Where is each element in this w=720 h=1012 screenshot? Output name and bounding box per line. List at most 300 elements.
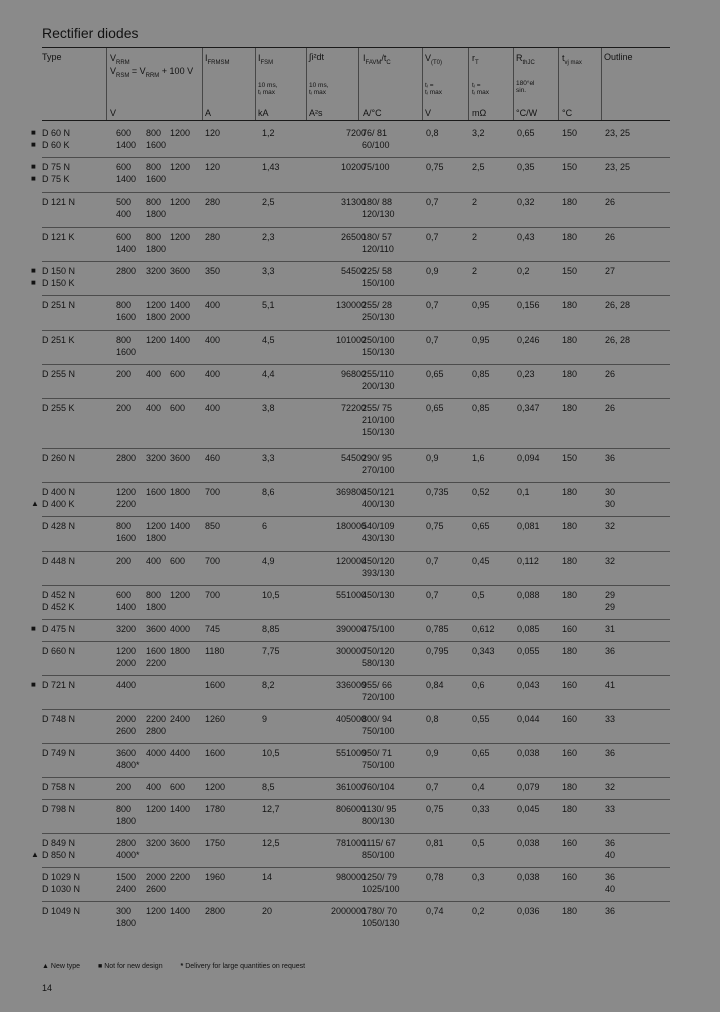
rt-cell: 0,55	[472, 714, 490, 724]
vto-cell: 0,7	[426, 197, 439, 207]
voltage-cell: 2800	[116, 838, 137, 848]
type-cell: D 758 N	[42, 782, 76, 792]
table-row	[0, 231, 720, 261]
vto-cell: 0,8	[426, 128, 439, 138]
ifsm-cell: 2,5	[262, 197, 275, 207]
outline-cell: 30	[605, 487, 616, 497]
ifavm-cell: 75/100	[362, 162, 390, 172]
ifsm-cell: 1,43	[262, 162, 280, 172]
voltage-cell: 4800*	[116, 760, 140, 770]
didt-cell: 806000	[335, 804, 366, 814]
row-rule	[42, 227, 670, 228]
ifsm-cell: 4,9	[262, 556, 275, 566]
ifsm-cell: 2,3	[262, 232, 275, 242]
voltage-cell: 1800	[170, 646, 191, 656]
vto-cell: 0,8	[426, 714, 439, 724]
page-number: 14	[42, 983, 53, 993]
didt-cell: 130000	[335, 300, 366, 310]
ifrmsm-cell: 700	[205, 487, 221, 497]
ifavm-cell: 750/100	[362, 760, 395, 770]
ifrmsm-cell: 280	[205, 197, 221, 207]
didt-cell: 361000	[335, 782, 366, 792]
voltage-cell: 2200	[146, 658, 167, 668]
table-row	[0, 452, 720, 482]
rthjc-cell: 0,35	[517, 162, 535, 172]
voltage-cell: 1200	[146, 906, 167, 916]
column-rule	[202, 47, 203, 120]
type-cell: D 850 N	[42, 850, 76, 860]
rthjc-cell: 0,32	[517, 197, 535, 207]
voltage-cell: 4000	[146, 748, 167, 758]
rt-cell: 0,4	[472, 782, 485, 792]
outline-cell: 40	[605, 884, 616, 894]
rt-cell: 2	[472, 232, 478, 242]
ifsm-cell: 4,5	[262, 335, 275, 345]
ifsm-cell: 6	[262, 521, 268, 531]
tvj-cell: 160	[562, 680, 578, 690]
ifavm-cell: 290/ 95	[362, 453, 393, 463]
square-icon: ■	[31, 162, 36, 171]
outline-cell: 26	[605, 197, 616, 207]
vto-cell: 0,7	[426, 232, 439, 242]
column-rule	[513, 47, 514, 120]
outline-cell: 27	[605, 266, 616, 276]
row-rule	[42, 709, 670, 710]
type-cell: D 121 N	[42, 197, 76, 207]
rt-cell: 2	[472, 266, 478, 276]
table-row	[0, 299, 720, 329]
voltage-cell: 600	[116, 162, 132, 172]
tvj-cell: 150	[562, 162, 578, 172]
voltage-cell: 1600	[146, 140, 167, 150]
type-cell: D 748 N	[42, 714, 76, 724]
ifsm-cell: 9	[262, 714, 268, 724]
triangle-icon: ▲	[31, 499, 39, 508]
unit-rthjc: °C/W	[516, 108, 538, 118]
tvj-cell: 180	[562, 369, 578, 379]
ifsm-cell: 1,2	[262, 128, 275, 138]
type-cell: D 400 N	[42, 487, 76, 497]
voltage-cell: 1200	[170, 197, 191, 207]
voltage-cell: 3200	[116, 624, 137, 634]
voltage-cell: 1600	[146, 174, 167, 184]
voltage-cell: 1400	[116, 140, 137, 150]
ifrmsm-cell: 400	[205, 300, 221, 310]
tvj-cell: 150	[562, 453, 578, 463]
voltage-cell: 200	[116, 403, 132, 413]
square-icon: ■	[31, 128, 36, 137]
rt-cell: 1,6	[472, 453, 485, 463]
voltage-cell: 200	[116, 782, 132, 792]
type-cell: D 75 N	[42, 162, 71, 172]
type-cell: D 428 N	[42, 521, 76, 531]
rthjc-cell: 0,079	[517, 782, 540, 792]
voltage-cell: 2800	[116, 266, 137, 276]
column-rule	[255, 47, 256, 120]
didt-cell: 369800	[335, 487, 366, 497]
ifrmsm-cell: 1960	[205, 872, 226, 882]
ifsm-cell: 5,1	[262, 300, 275, 310]
ifrmsm-cell: 1600	[205, 680, 226, 690]
header-outline: Outline	[604, 52, 633, 62]
rt-cell: 0,65	[472, 521, 490, 531]
subhead-rthjc: 180°el sin.	[516, 80, 535, 94]
ifavm-cell: 255/ 75	[362, 403, 393, 413]
ifavm-cell: 180/ 88	[362, 197, 393, 207]
rt-cell: 0,45	[472, 556, 490, 566]
table-row	[0, 265, 720, 295]
ifrmsm-cell: 280	[205, 232, 221, 242]
rt-cell: 0,6	[472, 680, 485, 690]
type-cell: D 660 N	[42, 646, 76, 656]
row-rule	[42, 619, 670, 620]
ifavm-cell: 150/100	[362, 278, 395, 288]
legend-new-type: ▲ New type	[42, 963, 81, 970]
outline-cell: 26, 28	[605, 300, 631, 310]
tvj-cell: 180	[562, 232, 578, 242]
tvj-cell: 160	[562, 872, 578, 882]
table-row	[0, 368, 720, 398]
ifavm-cell: 150/130	[362, 347, 395, 357]
type-cell: D 251 N	[42, 300, 76, 310]
legend-not-for-new: ■ Not for new design	[98, 963, 163, 970]
ifrmsm-cell: 700	[205, 556, 221, 566]
voltage-cell: 400	[116, 209, 132, 219]
tvj-cell: 160	[562, 624, 578, 634]
ifavm-cell: 200/130	[362, 381, 395, 391]
voltage-cell: 600	[116, 232, 132, 242]
ifrmsm-cell: 400	[205, 369, 221, 379]
legend	[42, 963, 321, 970]
type-cell: D 1049 N	[42, 906, 81, 916]
table-row	[0, 871, 720, 901]
row-rule	[42, 551, 670, 552]
unit-ifrmsm: A	[205, 108, 212, 118]
ifavm-cell: 450/120	[362, 556, 395, 566]
ifavm-cell: 1780/ 70	[362, 906, 398, 916]
didt-cell: 551000	[335, 748, 366, 758]
rthjc-cell: 0,085	[517, 624, 540, 634]
header-vrrm: $V_{RRM}$	[110, 53, 130, 66]
outline-cell: 32	[605, 556, 616, 566]
ifavm-cell: 255/110	[362, 369, 394, 379]
ifrmsm-cell: 400	[205, 403, 221, 413]
tvj-cell: 160	[562, 838, 578, 848]
vto-cell: 0,7	[426, 556, 439, 566]
rthjc-cell: 0,23	[517, 369, 535, 379]
didt-cell: 300000	[335, 646, 366, 656]
ifrmsm-cell: 2800	[205, 906, 226, 916]
vto-cell: 0,75	[426, 804, 444, 814]
voltage-cell: 800	[116, 804, 132, 814]
ifavm-cell: 800/ 94	[362, 714, 393, 724]
ifrmsm-cell: 1260	[205, 714, 226, 724]
ifsm-cell: 3,3	[262, 266, 275, 276]
table-row	[0, 161, 720, 191]
type-cell: D 452 K	[42, 602, 75, 612]
ifsm-cell: 12,7	[262, 804, 280, 814]
tvj-cell: 180	[562, 646, 578, 656]
header-tvjmax: $t_{vj max}$	[562, 53, 582, 66]
vto-cell: 0,9	[426, 748, 439, 758]
vto-cell: 0,7	[426, 335, 439, 345]
row-rule	[42, 157, 670, 158]
ifavm-cell: 450/130	[362, 590, 395, 600]
voltage-cell: 400	[146, 403, 162, 413]
didt-cell: 390000	[335, 624, 366, 634]
ifrmsm-cell: 850	[205, 521, 221, 531]
voltage-cell: 1600	[146, 487, 167, 497]
didt-cell: 54500	[340, 266, 366, 276]
outline-cell: 41	[605, 680, 616, 690]
outline-cell: 33	[605, 804, 616, 814]
didt-cell: 101000	[335, 335, 366, 345]
column-rule	[468, 47, 469, 120]
rt-cell: 0,3	[472, 872, 485, 882]
rt-cell: 0,343	[472, 646, 495, 656]
ifavm-cell: 250/100	[362, 335, 395, 345]
rt-cell: 0,85	[472, 403, 490, 413]
table-row	[0, 334, 720, 364]
rt-cell: 3,2	[472, 128, 485, 138]
ifavm-cell: 400/130	[362, 499, 395, 509]
voltage-cell: 1400	[170, 300, 191, 310]
tvj-cell: 180	[562, 487, 578, 497]
table-row	[0, 679, 720, 709]
vto-cell: 0,84	[426, 680, 444, 690]
ifrmsm-cell: 400	[205, 335, 221, 345]
rt-cell: 0,85	[472, 369, 490, 379]
voltage-cell: 300	[116, 906, 132, 916]
table-row	[0, 747, 720, 777]
ifavm-cell: 720/100	[362, 692, 395, 702]
outline-cell: 31	[605, 624, 616, 634]
type-cell: D 721 N	[42, 680, 76, 690]
type-cell: D 1030 N	[42, 884, 81, 894]
rthjc-cell: 0,088	[517, 590, 540, 600]
voltage-cell: 1200	[146, 521, 167, 531]
ifsm-cell: 3,8	[262, 403, 275, 413]
rt-cell: 0,5	[472, 838, 485, 848]
header-rthjc: $R_{thJC}$	[516, 53, 535, 66]
subhead-didt: 10 ms, tⱼ max	[309, 82, 329, 96]
table-row	[0, 589, 720, 619]
tvj-cell: 180	[562, 300, 578, 310]
ifavm-cell: 393/130	[362, 568, 395, 578]
rt-cell: 0,65	[472, 748, 490, 758]
triangle-icon: ▲	[42, 963, 49, 970]
table-row	[0, 713, 720, 743]
voltage-cell: 1800	[116, 918, 137, 928]
outline-cell: 26	[605, 369, 616, 379]
header-vto: $V_{(T0)}$	[425, 53, 443, 66]
outline-cell: 23, 25	[605, 128, 631, 138]
voltage-cell: 1200	[170, 232, 191, 242]
type-cell: D 60 K	[42, 140, 70, 150]
voltage-cell: 1800	[146, 244, 167, 254]
voltage-cell: 400	[146, 556, 162, 566]
column-rule	[558, 47, 559, 120]
outline-cell: 32	[605, 521, 616, 531]
voltage-cell: 2800	[146, 726, 167, 736]
voltage-cell: 2000	[116, 714, 137, 724]
rthjc-cell: 0,045	[517, 804, 540, 814]
ifrmsm-cell: 745	[205, 624, 221, 634]
voltage-cell: 3200	[146, 453, 167, 463]
voltage-cell: 800	[116, 521, 132, 531]
type-cell: D 1029 N	[42, 872, 81, 882]
square-icon: ■	[31, 174, 36, 183]
row-rule	[42, 799, 670, 800]
subhead-rt: tⱼ = tⱼ max	[472, 82, 490, 96]
type-cell: D 448 N	[42, 556, 76, 566]
voltage-cell: 1400	[170, 906, 191, 916]
didt-cell: 551000	[335, 590, 366, 600]
voltage-cell: 1200	[146, 804, 167, 814]
voltage-cell: 400	[146, 782, 162, 792]
voltage-cell: 600	[116, 128, 132, 138]
voltage-cell: 1400	[170, 335, 191, 345]
voltage-cell: 200	[116, 369, 132, 379]
vto-cell: 0,7	[426, 590, 439, 600]
rthjc-cell: 0,038	[517, 872, 540, 882]
row-rule	[42, 192, 670, 193]
header-bottom-rule	[42, 120, 670, 121]
row-rule	[42, 261, 670, 262]
voltage-cell: 600	[116, 590, 132, 600]
voltage-cell: 2400	[116, 884, 137, 894]
rt-cell: 0,95	[472, 300, 490, 310]
ifsm-cell: 14	[262, 872, 273, 882]
column-rule	[306, 47, 307, 120]
vto-cell: 0,75	[426, 521, 444, 531]
vto-cell: 0,735	[426, 487, 449, 497]
row-rule	[42, 867, 670, 868]
vto-cell: 0,81	[426, 838, 444, 848]
voltage-cell: 1200	[146, 335, 167, 345]
type-cell: D 798 N	[42, 804, 76, 814]
header-didt: ∫i²dt	[309, 52, 324, 62]
row-rule	[42, 641, 670, 642]
square-icon: ■	[98, 963, 103, 970]
ifrmsm-cell: 1750	[205, 838, 226, 848]
outline-cell: 30	[605, 499, 616, 509]
ifavm-cell: 450/121	[362, 487, 395, 497]
row-rule	[42, 777, 670, 778]
header-type: Type	[42, 52, 62, 62]
outline-cell: 36	[605, 872, 616, 882]
rt-cell: 2,5	[472, 162, 485, 172]
type-cell: D 150 N	[42, 266, 76, 276]
triangle-icon: ▲	[31, 850, 39, 859]
outline-cell: 36	[605, 748, 616, 758]
row-rule	[42, 482, 670, 483]
ifavm-cell: 1130/ 95	[362, 804, 397, 814]
voltage-cell: 3600	[146, 624, 167, 634]
type-cell: D 475 N	[42, 624, 76, 634]
ifsm-cell: 7,75	[262, 646, 280, 656]
ifsm-cell: 8,85	[262, 624, 280, 634]
voltage-cell: 600	[170, 403, 186, 413]
table-row	[0, 645, 720, 675]
didt-cell: 405000	[335, 714, 366, 724]
tvj-cell: 150	[562, 266, 578, 276]
unit-didt: A²s	[309, 108, 323, 118]
unit-vrrm: V	[110, 108, 117, 118]
voltage-cell: 4400	[116, 680, 137, 690]
column-rule	[601, 47, 602, 120]
rt-cell: 2	[472, 197, 478, 207]
ifavm-cell: 60/100	[362, 140, 390, 150]
voltage-cell: 600	[170, 369, 186, 379]
ifavm-cell: 210/100	[362, 415, 395, 425]
voltage-cell: 1400	[170, 521, 191, 531]
vto-cell: 0,9	[426, 266, 439, 276]
vto-cell: 0,65	[426, 369, 444, 379]
vto-cell: 0,9	[426, 453, 439, 463]
table-row	[0, 837, 720, 867]
voltage-cell: 1200	[116, 646, 137, 656]
rthjc-cell: 0,65	[517, 128, 535, 138]
ifrmsm-cell: 1600	[205, 748, 226, 758]
voltage-cell: 2600	[146, 884, 167, 894]
vto-cell: 0,7	[426, 782, 439, 792]
ifavm-cell: 540/109	[362, 521, 395, 531]
table-row	[0, 555, 720, 585]
ifavm-cell: 1025/100	[362, 884, 400, 894]
voltage-cell: 1200	[170, 590, 191, 600]
ifavm-cell: 760/104	[362, 782, 395, 792]
subhead-vto: tⱼ = tⱼ max	[425, 82, 443, 96]
type-cell: D 400 K	[42, 499, 75, 509]
outline-cell: 32	[605, 782, 616, 792]
vto-cell: 0,7	[426, 300, 439, 310]
ifavm-cell: 120/110	[362, 244, 394, 254]
type-cell: D 150 K	[42, 278, 75, 288]
vto-cell: 0,75	[426, 162, 444, 172]
outline-cell: 26	[605, 403, 616, 413]
ifrmsm-cell: 700	[205, 590, 221, 600]
unit-vto: V	[425, 108, 432, 118]
voltage-cell: 4000*	[116, 850, 140, 860]
rt-cell: 0,33	[472, 804, 490, 814]
unit-ifavm: A/°C	[363, 108, 382, 118]
rthjc-cell: 0,081	[517, 521, 540, 531]
tvj-cell: 180	[562, 556, 578, 566]
ifavm-cell: 1115/ 67	[362, 838, 396, 848]
type-cell: D 849 N	[42, 838, 76, 848]
rthjc-cell: 0,036	[517, 906, 540, 916]
voltage-cell: 800	[146, 590, 162, 600]
ifrmsm-cell: 1780	[205, 804, 226, 814]
column-rule	[358, 47, 359, 120]
square-icon: ■	[31, 278, 36, 287]
table-row	[0, 402, 720, 437]
table-row	[0, 127, 720, 157]
ifrmsm-cell: 350	[205, 266, 221, 276]
tvj-cell: 160	[562, 714, 578, 724]
outline-cell: 23, 25	[605, 162, 631, 172]
outline-cell: 26	[605, 232, 616, 242]
rthjc-cell: 0,112	[517, 556, 539, 566]
ifrmsm-cell: 460	[205, 453, 221, 463]
didt-cell: 26500	[340, 232, 366, 242]
voltage-cell: 2000	[116, 658, 137, 668]
vto-cell: 0,74	[426, 906, 444, 916]
ifavm-cell: 850/100	[362, 850, 395, 860]
row-rule	[42, 330, 670, 331]
tvj-cell: 180	[562, 782, 578, 792]
